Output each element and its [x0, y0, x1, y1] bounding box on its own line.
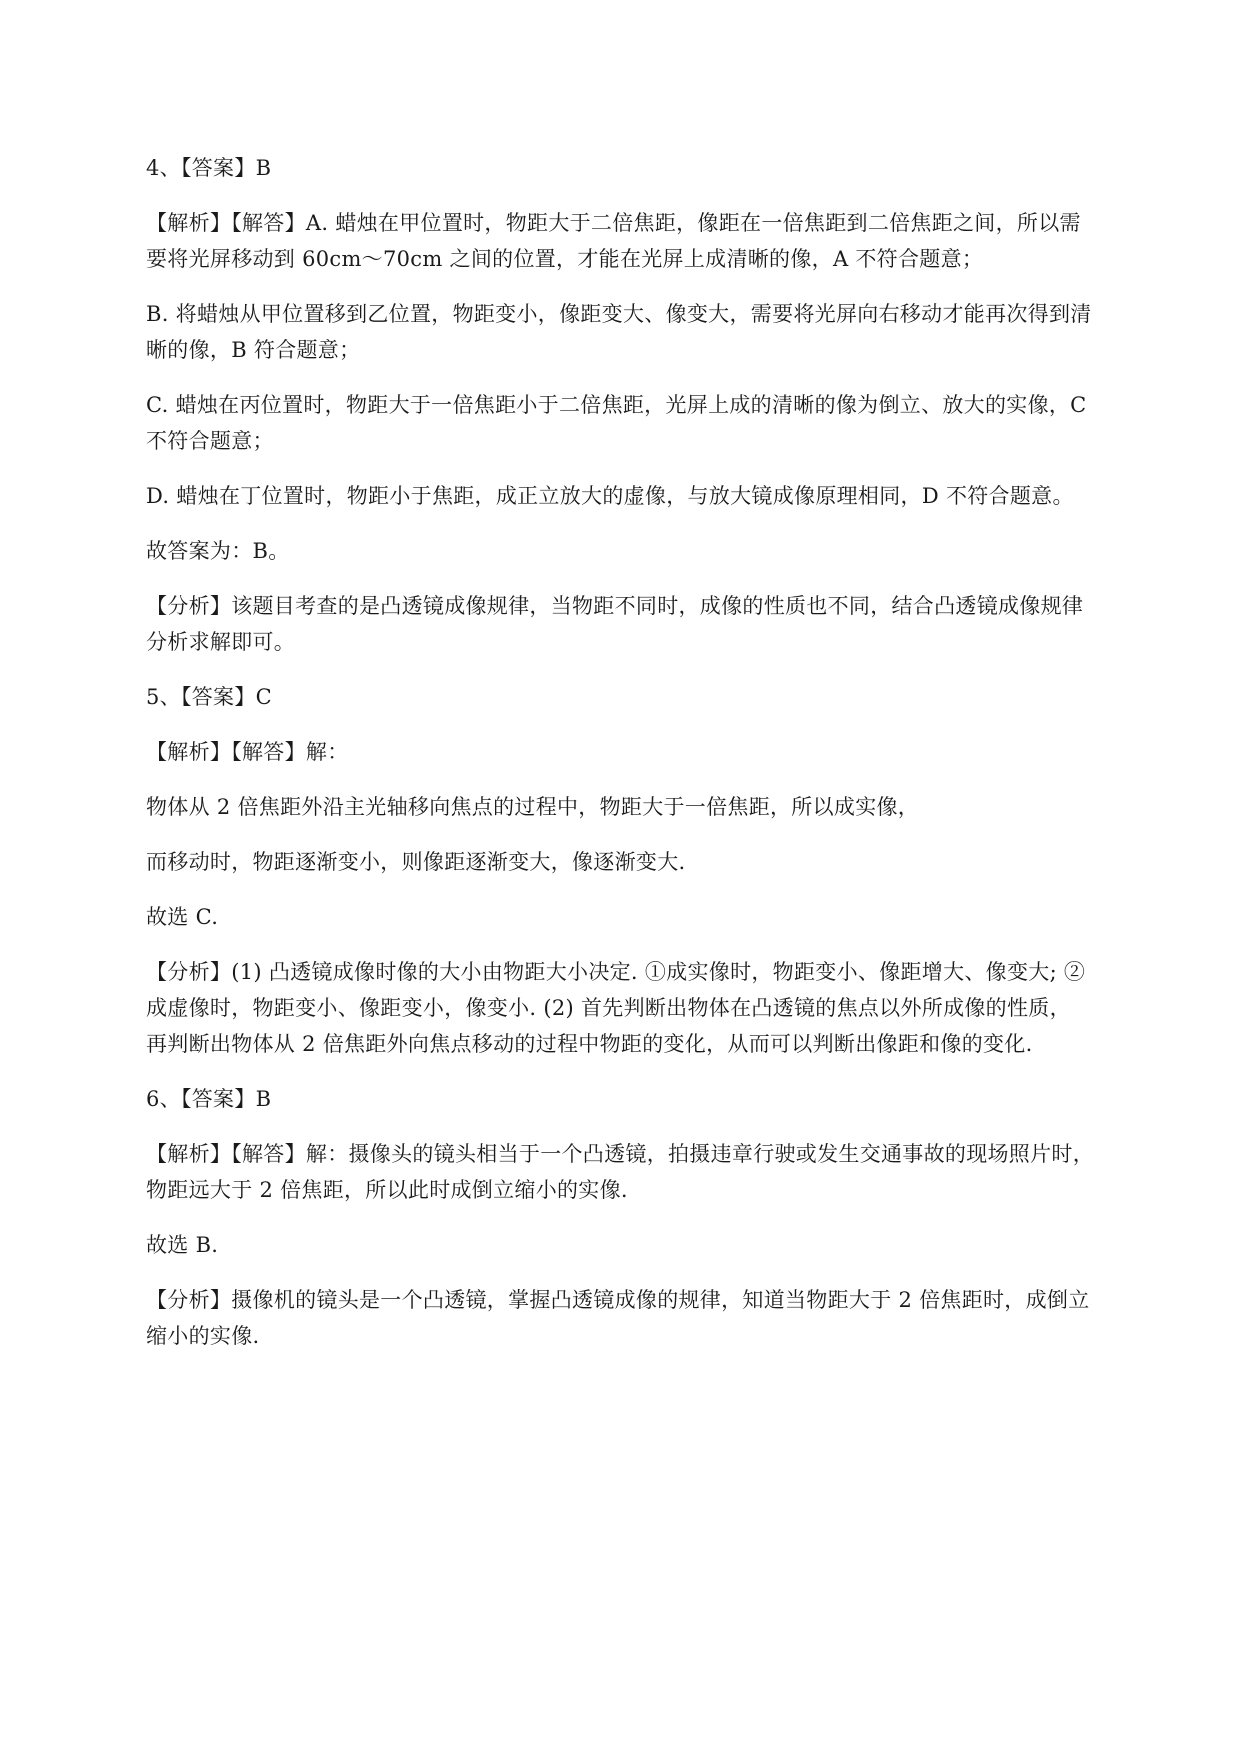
q5-summary-line-1: 【分析】(1) 凸透镜成像时像的大小由物距大小决定. ①成实像时，物距变小、像距增大、像变大; ②	[146, 960, 1086, 984]
q5-analysis-line-1: 物体从 2 倍焦距外沿主光轴移向焦点的过程中，物距大于一倍焦距，所以成实像，	[146, 795, 920, 819]
q4-summary	[146, 588, 1136, 660]
q6-summary-line-1: 【分析】摄像机的镜头是一个凸透镜，掌握凸透镜成像的规律，知道当物距大于 2 倍焦距时，成倒立	[146, 1288, 1090, 1312]
q5-conclusion: 故选 C.	[146, 905, 219, 929]
q5-analysis-line-2: 而移动时，物距逐渐变小，则像距逐渐变大，像逐渐变大.	[146, 850, 686, 874]
q4-analysis-line-2: 要将光屏移动到 60cm～70cm 之间的位置，才能在光屏上成清晰的像，A 不符合题意；	[146, 247, 984, 271]
q4-option-b-line-1: B. 将蜡烛从甲位置移到乙位置，物距变小，像距变大、像变大，需要将光屏向右移动才能再次得到清	[146, 302, 1092, 326]
q5-summary-line-2: 成虚像时，物距变小、像距变小，像变小. (2) 首先判断出物体在凸透镜的焦点以外所成像的性质，	[146, 996, 1071, 1020]
q6-answer: 6、【答案】B	[146, 1087, 272, 1111]
q6-summary-line-2: 缩小的实像.	[146, 1324, 260, 1348]
q4-summary-line-2: 分析求解即可。	[146, 630, 296, 654]
q4-option-c-line-1: C. 蜡烛在丙位置时，物距大于一倍焦距小于二倍焦距，光屏上成的清晰的像为倒立、放大的实像，C	[146, 393, 1087, 417]
document-page	[146, 150, 1136, 1354]
q6-conclusion: 故选 B.	[146, 1233, 219, 1257]
q4-option-d: D. 蜡烛在丁位置时，物距小于焦距，成正立放大的虚像，与放大镜成像原理相同，D 不符合题意。	[146, 484, 1074, 508]
q5-summary-line-3: 再判断出物体从 2 倍焦距外向焦点移动的过程中物距的变化，从而可以判断出像距和像的变化.	[146, 1032, 1033, 1056]
q4-option-b	[146, 296, 1136, 368]
q4-option-c	[146, 387, 1136, 459]
q6-summary	[146, 1282, 1136, 1354]
q4-option-c-line-2: 不符合题意；	[146, 429, 274, 453]
q4-summary-line-1: 【分析】该题目考查的是凸透镜成像规律，当物距不同时，成像的性质也不同，结合凸透镜成像规律	[146, 594, 1084, 618]
q4-option-b-line-2: 晰的像，B 符合题意；	[146, 338, 361, 362]
q6-analysis-line-1: 【解析】【解答】解：摄像头的镜头相当于一个凸透镜，拍摄违章行驶或发生交通事故的现场照片时，	[146, 1142, 1094, 1166]
q5-summary	[146, 954, 1136, 1062]
q4-analysis-line-1: 【解析】【解答】A. 蜡烛在甲位置时，物距大于二倍焦距，像距在一倍焦距到二倍焦距之间，所以需	[146, 211, 1081, 235]
q4-conclusion: 故答案为：B。	[146, 539, 290, 563]
q4-answer: 4、【答案】B	[146, 156, 272, 180]
q5-analysis-heading: 【解析】【解答】解：	[146, 740, 349, 764]
q6-analysis-line-2: 物距远大于 2 倍焦距，所以此时成倒立缩小的实像.	[146, 1178, 628, 1202]
q6-analysis	[146, 1136, 1136, 1208]
q5-answer: 5、【答案】C	[146, 685, 273, 709]
q4-analysis	[146, 205, 1136, 277]
